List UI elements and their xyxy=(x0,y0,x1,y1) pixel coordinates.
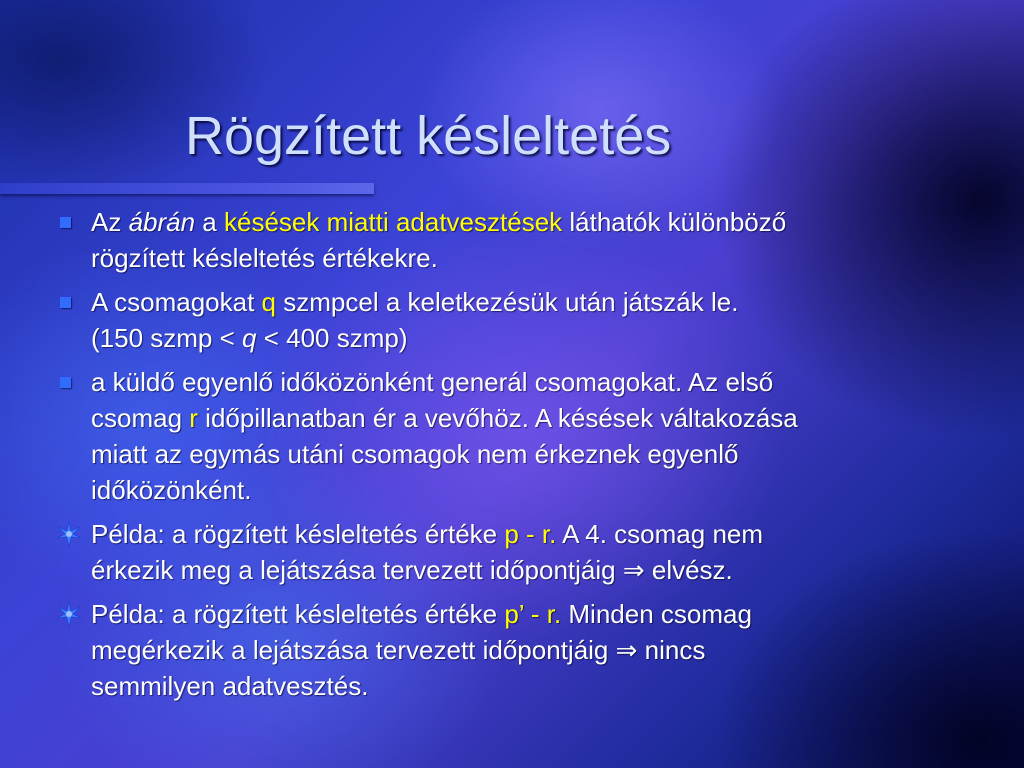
text-span: a küldő egyenlő időközönként generál csomagokat. Az első xyxy=(91,367,774,397)
text-span: < 400 szmp) xyxy=(256,323,408,353)
bullet-item-5 xyxy=(56,596,956,704)
highlighted-term: r xyxy=(189,403,198,433)
bullet-item-3 xyxy=(56,364,956,508)
highlighted-term: p’ - r. xyxy=(504,599,562,629)
bullet-3-text xyxy=(91,367,798,505)
square-bullet-icon xyxy=(60,377,71,388)
text-span: A csomagokat xyxy=(91,287,262,317)
star-bullet-icon xyxy=(56,521,82,547)
italic-term: ábrán xyxy=(128,207,196,237)
text-span: csomag xyxy=(91,403,190,433)
text-span: elvész. xyxy=(644,555,733,585)
slide-title: Rögzített késleltetés xyxy=(185,106,672,166)
text-span: A 4. csomag nem xyxy=(556,519,764,549)
star-bullet-icon xyxy=(56,601,82,627)
implies-arrow-icon: ⇒ xyxy=(622,555,645,585)
bullet-list xyxy=(56,204,956,712)
bullet-item-4 xyxy=(56,516,956,588)
highlighted-term: q xyxy=(261,287,277,317)
text-span: nincs xyxy=(637,635,706,665)
text-span: érkezik meg a lejátszása tervezett időpontjáig xyxy=(91,555,623,585)
text-span: időközönként. xyxy=(91,475,252,505)
bullet-item-2 xyxy=(56,284,956,356)
text-span: rögzített késleltetés értékekre. xyxy=(91,243,438,273)
text-span: Példa: a rögzített késleltetés értéke xyxy=(91,599,505,629)
highlighted-term: késések miatti adatvesztések xyxy=(224,207,563,237)
text-span: megérkezik a lejátszása tervezett időpontjáig xyxy=(91,635,616,665)
italic-term: q xyxy=(242,323,257,353)
text-span: semmilyen adatvesztés. xyxy=(91,671,369,701)
text-span: miatt az egymás utáni csomagok nem érkeznek egyenlő xyxy=(91,439,739,469)
text-span: (150 szmp < xyxy=(91,323,243,353)
square-bullet-icon xyxy=(60,217,71,228)
bullet-item-1 xyxy=(56,204,956,276)
text-span: Példa: a rögzített késleltetés értéke xyxy=(91,519,505,549)
square-bullet-icon xyxy=(60,297,71,308)
text-span: a xyxy=(195,207,224,237)
text-span: Az xyxy=(91,207,129,237)
text-span: szmpcel a keletkezésük után játszák le. xyxy=(276,287,739,317)
text-span: láthatók különböző xyxy=(562,207,787,237)
text-span: időpillanatban ér a vevőhöz. A késések váltakozása xyxy=(197,403,798,433)
bullet-5-text xyxy=(91,599,752,701)
bullet-4-text xyxy=(91,519,763,585)
bullet-1-text xyxy=(91,207,786,273)
title-underline-bar xyxy=(0,183,374,194)
text-span: Minden csomag xyxy=(561,599,752,629)
highlighted-term: p - r. xyxy=(504,519,557,549)
implies-arrow-icon: ⇒ xyxy=(615,635,638,665)
bullet-2-text xyxy=(91,287,738,353)
